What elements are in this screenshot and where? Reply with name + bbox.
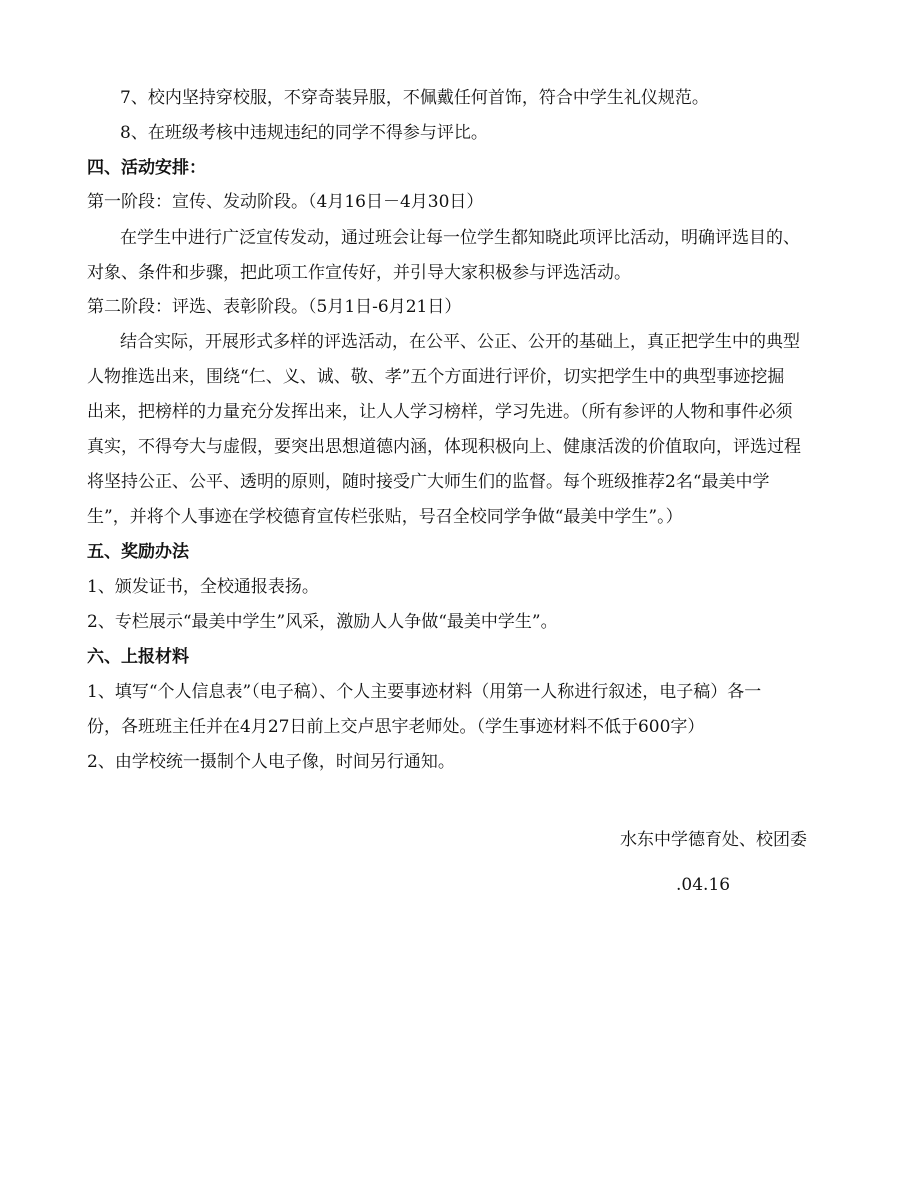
stage-2-body-line: 将坚持公正、公平、透明的原则，随时接受广大师生们的监督。每个班级推荐2名“最美中学: [87, 472, 770, 492]
stage-2-body-line: 生”，并将个人事迹在学校德育宣传栏张贴，号召全校同学争做“最美中学生”。）: [87, 507, 683, 527]
stage-1-body-line: 对象、条件和步骤，把此项工作宣传好，并引导大家积极参与评选活动。: [87, 263, 631, 283]
stage-2-body-line: 真实，不得夸大与虚假，要突出思想道德内涵，体现积极向上、健康活泼的价值取向，评选过程: [87, 437, 801, 457]
rule-item-7: 7、校内坚持穿校服，不穿奇装异服，不佩戴任何首饰，符合中学生礼仪规范。: [120, 88, 709, 108]
stage-1-body-line: 在学生中进行广泛宣传发动，通过班会让每一位学生都知晓此项评比活动，明确评选目的、: [120, 228, 800, 248]
stage-2-body-line: 结合实际，开展形式多样的评选活动，在公平、公正、公开的基础上，真正把学生中的典型: [120, 332, 800, 352]
rule-item-8: 8、在班级考核中违规违纪的同学不得参与评比。: [120, 123, 488, 143]
signature-organization: 水东中学德育处、校团委: [620, 830, 807, 850]
stage-2-body-line: 出来，把榜样的力量充分发挥出来，让人人学习榜样，学习先进。（所有参评的人物和事件必须: [87, 402, 793, 422]
stage-1-title: 第一阶段：宣传、发动阶段。（4月16日－4月30日）: [87, 192, 484, 212]
stage-2-title: 第二阶段：评选、表彰阶段。（5月1日-6月21日）: [87, 297, 462, 317]
submission-item-2: 2、由学校统一摄制个人电子像，时间另行通知。: [87, 752, 455, 772]
reward-item: 2、专栏展示“最美中学生”风采，激励人人争做“最美中学生”。: [87, 612, 558, 632]
section-heading-rewards: 五、奖励办法: [87, 542, 189, 562]
section-heading-submission-materials: 六、上报材料: [87, 647, 189, 667]
submission-item-1-line: 1、填写“个人信息表”（电子稿）、个人主要事迹材料（用第一人称进行叙述，电子稿）各一: [87, 682, 762, 702]
reward-item: 1、颁发证书，全校通报表扬。: [87, 577, 319, 597]
section-heading-activity-arrangement: 四、活动安排：: [87, 158, 206, 178]
stage-2-body-line: 人物推选出来，围绕“仁、义、诚、敬、孝”五个方面进行评价，切实把学生中的典型事迹挖掘: [87, 367, 785, 387]
signature-date: .04.16: [676, 875, 731, 895]
submission-item-1-line: 份，各班班主任并在4月27日前上交卢思宇老师处。（学生事迹材料不低于600字）: [87, 717, 705, 737]
